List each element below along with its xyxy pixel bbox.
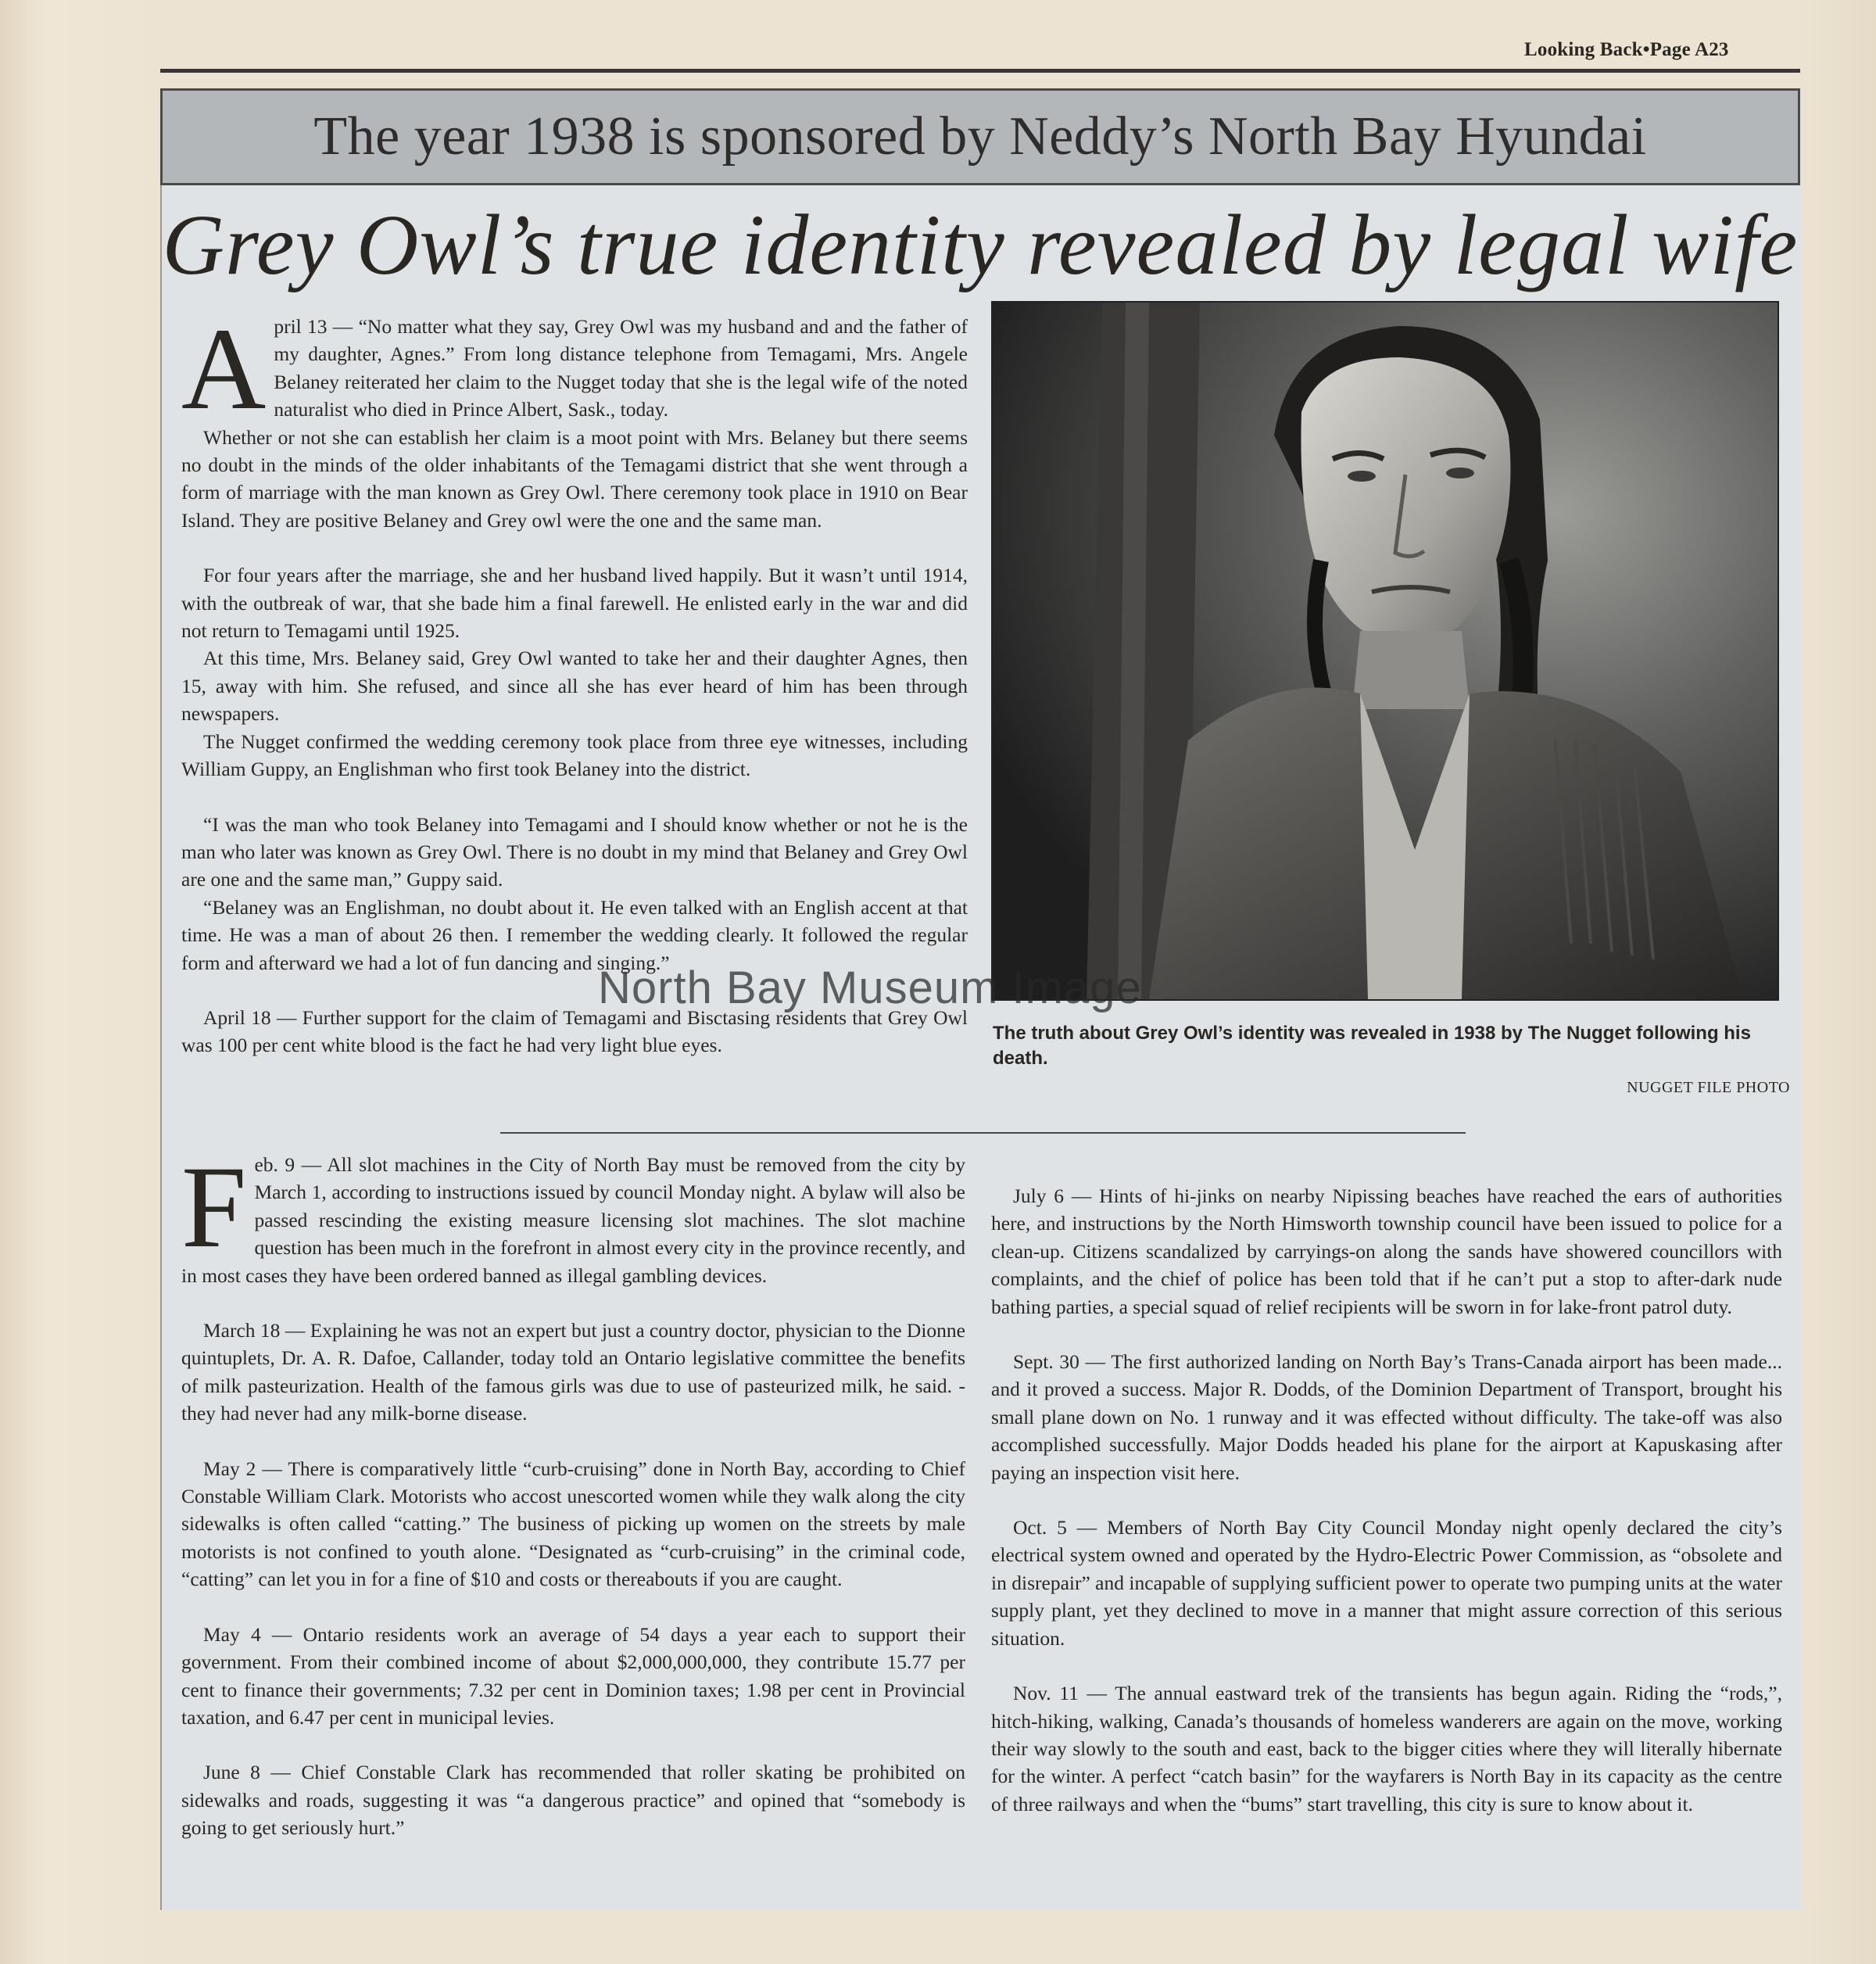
article-paragraph: Whether or not she can establish her claim is a moot point with Mrs. Belaney but there seems no doubt in the minds of the older inhabitants of the Temagami district that she went through a form of marriage with the man known as Grey Owl. There ceremony took place in 1910 on Bear Island. They are positive Belaney and Grey owl were the one and the same man.	[181, 425, 968, 532]
entry-jul6: July 6 — Hints of hi-jinks on nearby Nipissing beaches have reached the ears of authorities here, and instructions by the North Himsworth township council have been issued to police for a clean-up. Citizens scandalized by carryings-on along the sands have showered councillors with complaints, and the chief of police has been told that if he can’t put a stop to after-dark nude bathing parties, a special squad of relief recipients will be sworn in for lake-front patrol duty.	[991, 1184, 1782, 1318]
article-paragraph: “I was the man who took Belaney into Temagami and I should know whether or not he is the man who later was known as Grey Owl. There is no doubt in my mind that Belaney and Grey Owl are one and the same man,” Guppy said.	[181, 812, 968, 891]
dropcap: A	[181, 304, 267, 434]
right-column	[991, 1182, 1782, 1818]
lead-text: pril 13 — “No matter what they say, Grey Owl was my husband and and the father of my daughter, Agnes.” From long distance telephone from Temagami, Mrs. Angele Belaney reiterated her claim to the Nugget today that she is the legal wife of the noted naturalist who died in Prince Albert, Sask., today.	[274, 315, 968, 421]
entry-feb9	[181, 1142, 965, 1289]
article-paragraph: April 18 — Further support for the claim of Temagami and Bisctasing residents that Grey Owl was 100 per cent white blood is the fact he had very light blue eyes.	[181, 1005, 968, 1057]
entry-jun8: June 8 — Chief Constable Clark has recommended that roller skating be prohibited on sidewalks and roads, suggesting it was “a dangerous practice” and opined that “somebody is going to get seriously hurt.”	[181, 1761, 965, 1840]
article-paragraph: The Nugget confirmed the wedding ceremony took place from three eye witnesses, including William Guppy, an Englishman who first took Belaney into the district.	[181, 729, 968, 781]
top-rule	[160, 69, 1800, 73]
entry-may2: May 2 — There is comparatively little “curb-cruising” done in North Bay, according to Chief Constable William Clark. Motorists who accost unescorted women while they walk along the city sidewalks is often called “catting.” The business of picking up women on the streets by male motorists is not confined to youth alone. “Designated as “curb-cruising” in the criminal code, “catting” can let you in for a fine of $10 and costs or thereabouts if you are caught.	[181, 1457, 965, 1591]
portrait-illustration	[993, 303, 1778, 999]
grey-owl-photo	[991, 301, 1779, 1001]
article-headline: Grey Owl’s true identity revealed by legal wife	[162, 197, 1799, 292]
section-divider	[500, 1132, 1466, 1134]
left-column	[181, 1142, 965, 1842]
article-paragraph: At this time, Mrs. Belaney said, Grey Owl wanted to take her and their daughter Agnes, then 15, away with him. She refused, and since all she has ever heard of him has been through newspapers.	[181, 647, 968, 726]
article-lead-paragraph	[181, 304, 968, 434]
dropcap: F	[181, 1142, 247, 1272]
page-folio: Looking Back•Page A23	[1524, 39, 1729, 60]
article-paragraph: “Belaney was an Englishman, no doubt about it. He even talked with an English accent at that time. He was a man of about 26 then. I remember the wedding clearly. It followed the regular form and afterward we had a lot of fun dancing and singing.”	[181, 895, 968, 974]
sponsor-banner: The year 1938 is sponsored by Neddy’s North Bay Hyundai	[160, 88, 1800, 185]
article-paragraph: For four years after the marriage, she and her husband lived happily. But it wasn’t until 1914, with the outbreak of war, that she bade him a final farewell. He enlisted early in the war and did not return to Temagami until 1925.	[181, 564, 968, 643]
entry-nov11: Nov. 11 — The annual eastward trek of the transients has begun again. Riding the “rods,”, hitch-hiking, walking, Canada’s thousands of homeless wanderers are again on the move, working their way slowly to the south and east, back to the bigger cities where they will literally hibernate for the winter. A perfect “catch basin” for the wayfarers is North Bay in its capacity as the centre of three railways and when the “bums” start travelling, this city is sure to know about it.	[991, 1682, 1782, 1815]
photo-caption: The truth about Grey Owl’s identity was revealed in 1938 by The Nugget following his death.	[993, 1023, 1751, 1069]
entry-mar18: March 18 — Explaining he was not an expert but just a country doctor, physician to the Dionne quintuplets, Dr. A. R. Dafoe, Callander, today told an Ontario legislative committee the benefits of milk pasteurization. Health of the famous girls was due to use of pasteurized milk, he said. - they had never had any milk-borne disease.	[181, 1319, 965, 1425]
entry-text: eb. 9 — All slot machines in the City of North Bay must be removed from the city by March 1, according to instructions issued by council Monday night. A bylaw will also be passed rescinding the existing measure licensing slot machines. The slot machine question has been much in the forefront in almost every city in the province recently, and in most cases they have been ordered banned as illegal gambling devices.	[181, 1153, 965, 1287]
entry-oct5: Oct. 5 — Members of North Bay City Council Monday night openly declared the city’s electrical system owned and operated by the Hydro-Electric Power Commission, as “obsolete and in disrepair” and incapable of supplying sufficient power to operate two pumping units at the water supply plant, yet they declined to move in a manner that might assure correction of this serious situation.	[991, 1516, 1782, 1650]
entry-sep30: Sept. 30 — The first authorized landing on North Bay’s Trans-Canada airport has been made... and it proved a success. Major R. Dodds, of the Dominion Department of Transport, brought his small plane down on No. 1 runway and it was effected without difficulty. The take-off was also accomplished successfully. Major Dodds headed his plane for the airport at Kapuskasing after paying an inspection visit here.	[991, 1350, 1782, 1484]
photo-credit: NUGGET FILE PHOTO	[1627, 1079, 1790, 1096]
article-column	[181, 304, 968, 1059]
entry-may4: May 4 — Ontario residents work an average of 54 days a year each to support their government. From their combined income of about $2,000,000,000, they contribute 15.77 per cent to finance their governments; 7.32 per cent in Dominion taxes; 1.98 per cent in Provincial taxation, and 6.47 per cent in municipal levies.	[181, 1622, 965, 1729]
museum-watermark: North Bay Museum Image	[598, 962, 1142, 1013]
